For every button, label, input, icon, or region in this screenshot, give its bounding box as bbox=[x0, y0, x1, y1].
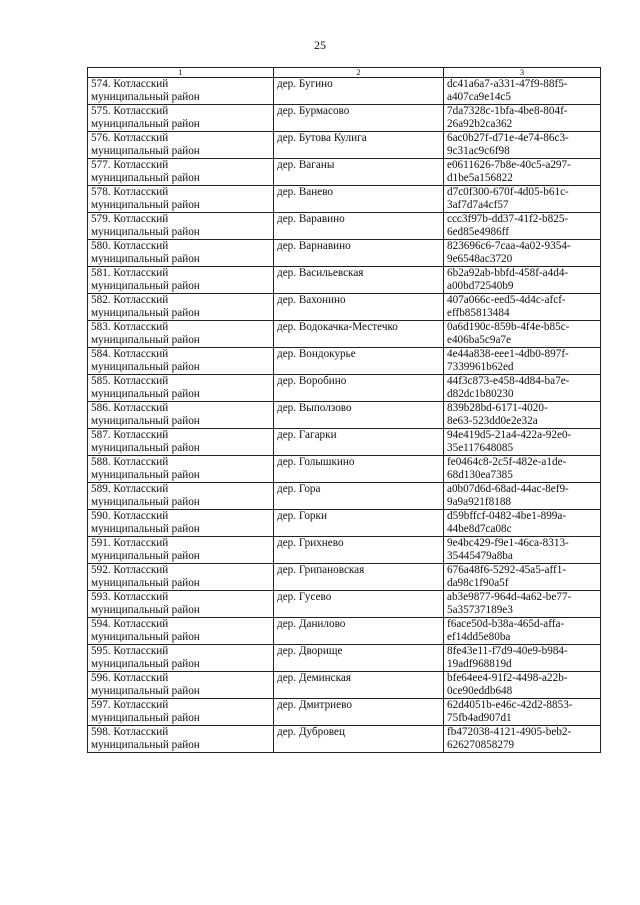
settlement-cell: дер. Дворище bbox=[274, 645, 444, 672]
table-header-row bbox=[88, 68, 601, 78]
table-row bbox=[88, 267, 601, 294]
settlement-cell: дер. Грихнево bbox=[274, 537, 444, 564]
settlement-cell: дер. Бутова Кулига bbox=[274, 132, 444, 159]
settlement-cell: дер. Васильевская bbox=[274, 267, 444, 294]
district-cell: 583. Котласский муниципальный район bbox=[88, 321, 274, 348]
table-row bbox=[88, 672, 601, 699]
district-cell: 574. Котласский муниципальный район bbox=[88, 78, 274, 105]
guid-cell: 9e4bc429-f9e1-46ca-8313- 35445479a8ba bbox=[444, 537, 601, 564]
guid-cell: dc41a6a7-a331-47f9-88f5- a407ca9e14c5 bbox=[444, 78, 601, 105]
district-cell: 590. Котласский муниципальный район bbox=[88, 510, 274, 537]
district-cell: 586. Котласский муниципальный район bbox=[88, 402, 274, 429]
guid-cell: 0a6d190c-859b-4f4e-b85c- e406ba5c9a7e bbox=[444, 321, 601, 348]
guid-cell: ccc3f97b-dd37-41f2-b825- 6ed85e4986ff bbox=[444, 213, 601, 240]
guid-cell: 6b2a92ab-bbfd-458f-a4d4- a00bd72540b9 bbox=[444, 267, 601, 294]
district-cell: 596. Котласский муниципальный район bbox=[88, 672, 274, 699]
guid-cell: 44f3c873-e458-4d84-ba7e- d82dc1b80230 bbox=[444, 375, 601, 402]
district-cell: 576. Котласский муниципальный район bbox=[88, 132, 274, 159]
table-row bbox=[88, 510, 601, 537]
district-cell: 591. Котласский муниципальный район bbox=[88, 537, 274, 564]
settlement-cell: дер. Дмитриево bbox=[274, 699, 444, 726]
table-row bbox=[88, 537, 601, 564]
table-row bbox=[88, 699, 601, 726]
settlement-cell: дер. Водокачка-Местечко bbox=[274, 321, 444, 348]
guid-cell: a0b07d6d-68ad-44ac-8ef9- 9a9a921f8188 bbox=[444, 483, 601, 510]
table-row bbox=[88, 402, 601, 429]
table-row bbox=[88, 240, 601, 267]
settlement-cell: дер. Данилово bbox=[274, 618, 444, 645]
settlements-table bbox=[87, 67, 601, 753]
settlement-cell: дер. Ванево bbox=[274, 186, 444, 213]
guid-cell: 7da7328c-1bfa-4be8-804f- 26a92b2ca362 bbox=[444, 105, 601, 132]
settlement-cell: дер. Бугино bbox=[274, 78, 444, 105]
table-row bbox=[88, 375, 601, 402]
settlement-cell: дер. Вахонино bbox=[274, 294, 444, 321]
table-row bbox=[88, 618, 601, 645]
table-row bbox=[88, 321, 601, 348]
settlement-cell: дер. Бурмасово bbox=[274, 105, 444, 132]
settlement-cell: дер. Дубровец bbox=[274, 726, 444, 753]
settlement-cell: дер. Гагарки bbox=[274, 429, 444, 456]
table-row bbox=[88, 429, 601, 456]
settlement-cell: дер. Выползово bbox=[274, 402, 444, 429]
table-row bbox=[88, 132, 601, 159]
column-header-1: 1 bbox=[88, 68, 274, 78]
guid-cell: fb472038-4121-4905-beb2- 626270858279 bbox=[444, 726, 601, 753]
table-row bbox=[88, 294, 601, 321]
district-cell: 582. Котласский муниципальный район bbox=[88, 294, 274, 321]
table-row bbox=[88, 645, 601, 672]
table-row bbox=[88, 213, 601, 240]
district-cell: 588. Котласский муниципальный район bbox=[88, 456, 274, 483]
guid-cell: f6ace50d-b38a-465d-affa- ef14dd5e80ba bbox=[444, 618, 601, 645]
table-row bbox=[88, 159, 601, 186]
table-row bbox=[88, 726, 601, 753]
table-row bbox=[88, 78, 601, 105]
district-cell: 578. Котласский муниципальный район bbox=[88, 186, 274, 213]
table-row bbox=[88, 105, 601, 132]
district-cell: 597. Котласский муниципальный район bbox=[88, 699, 274, 726]
settlement-cell: дер. Ваганы bbox=[274, 159, 444, 186]
district-cell: 587. Котласский муниципальный район bbox=[88, 429, 274, 456]
page-number: 25 bbox=[314, 38, 326, 52]
district-cell: 594. Котласский муниципальный район bbox=[88, 618, 274, 645]
settlement-cell: дер. Горки bbox=[274, 510, 444, 537]
district-cell: 577. Котласский муниципальный район bbox=[88, 159, 274, 186]
table-row bbox=[88, 348, 601, 375]
guid-cell: 94e419d5-21a4-422a-92e0- 35e117648085 bbox=[444, 429, 601, 456]
guid-cell: e0611626-7b8e-40c5-a297- d1be5a156822 bbox=[444, 159, 601, 186]
settlement-cell: дер. Гусево bbox=[274, 591, 444, 618]
guid-cell: d59bffcf-0482-4be1-899a- 44be8d7ca08c bbox=[444, 510, 601, 537]
guid-cell: 6ac0b27f-d71e-4e74-86c3- 9c31ac9c6f98 bbox=[444, 132, 601, 159]
district-cell: 589. Котласский муниципальный район bbox=[88, 483, 274, 510]
guid-cell: 676a48f6-5292-45a5-aff1- da98c1f90a5f bbox=[444, 564, 601, 591]
district-cell: 592. Котласский муниципальный район bbox=[88, 564, 274, 591]
guid-cell: 4e44a838-eee1-4db0-897f- 7339961b62ed bbox=[444, 348, 601, 375]
guid-cell: 8fe43e11-f7d9-40e9-b984- 19adf968819d bbox=[444, 645, 601, 672]
district-cell: 575. Котласский муниципальный район bbox=[88, 105, 274, 132]
guid-cell: 407a066c-eed5-4d4c-afcf- effb85813484 bbox=[444, 294, 601, 321]
district-cell: 598. Котласский муниципальный район bbox=[88, 726, 274, 753]
guid-cell: 62d4051b-e46c-42d2-8853- 75fb4ad907d1 bbox=[444, 699, 601, 726]
guid-cell: 823696c6-7caa-4a02-9354- 9e6548ac3720 bbox=[444, 240, 601, 267]
guid-cell: fe0464c8-2c5f-482e-a1de- 68d130ea7385 bbox=[444, 456, 601, 483]
column-header-2: 2 bbox=[274, 68, 444, 78]
district-cell: 593. Котласский муниципальный район bbox=[88, 591, 274, 618]
guid-cell: d7c0f300-670f-4d05-b61c- 3af7d7a4cf57 bbox=[444, 186, 601, 213]
table-row bbox=[88, 591, 601, 618]
settlement-cell: дер. Голышкино bbox=[274, 456, 444, 483]
table-row bbox=[88, 186, 601, 213]
settlement-cell: дер. Грипановская bbox=[274, 564, 444, 591]
settlement-cell: дер. Воробино bbox=[274, 375, 444, 402]
settlement-cell: дер. Варнавино bbox=[274, 240, 444, 267]
district-cell: 579. Котласский муниципальный район bbox=[88, 213, 274, 240]
guid-cell: 839b28bd-6171-4020- 8e63-523dd0e2e32a bbox=[444, 402, 601, 429]
settlement-cell: дер. Вондокурье bbox=[274, 348, 444, 375]
guid-cell: bfe64ee4-91f2-4498-a22b- 0ce90eddb648 bbox=[444, 672, 601, 699]
settlement-cell: дер. Деминская bbox=[274, 672, 444, 699]
settlement-cell: дер. Гора bbox=[274, 483, 444, 510]
guid-cell: ab3e9877-964d-4a62-be77- 5a35737189e3 bbox=[444, 591, 601, 618]
district-cell: 580. Котласский муниципальный район bbox=[88, 240, 274, 267]
table-row bbox=[88, 483, 601, 510]
table-row bbox=[88, 456, 601, 483]
table-row bbox=[88, 564, 601, 591]
district-cell: 585. Котласский муниципальный район bbox=[88, 375, 274, 402]
district-cell: 581. Котласский муниципальный район bbox=[88, 267, 274, 294]
settlement-cell: дер. Варавино bbox=[274, 213, 444, 240]
district-cell: 595. Котласский муниципальный район bbox=[88, 645, 274, 672]
district-cell: 584. Котласский муниципальный район bbox=[88, 348, 274, 375]
column-header-3: 3 bbox=[444, 68, 601, 78]
